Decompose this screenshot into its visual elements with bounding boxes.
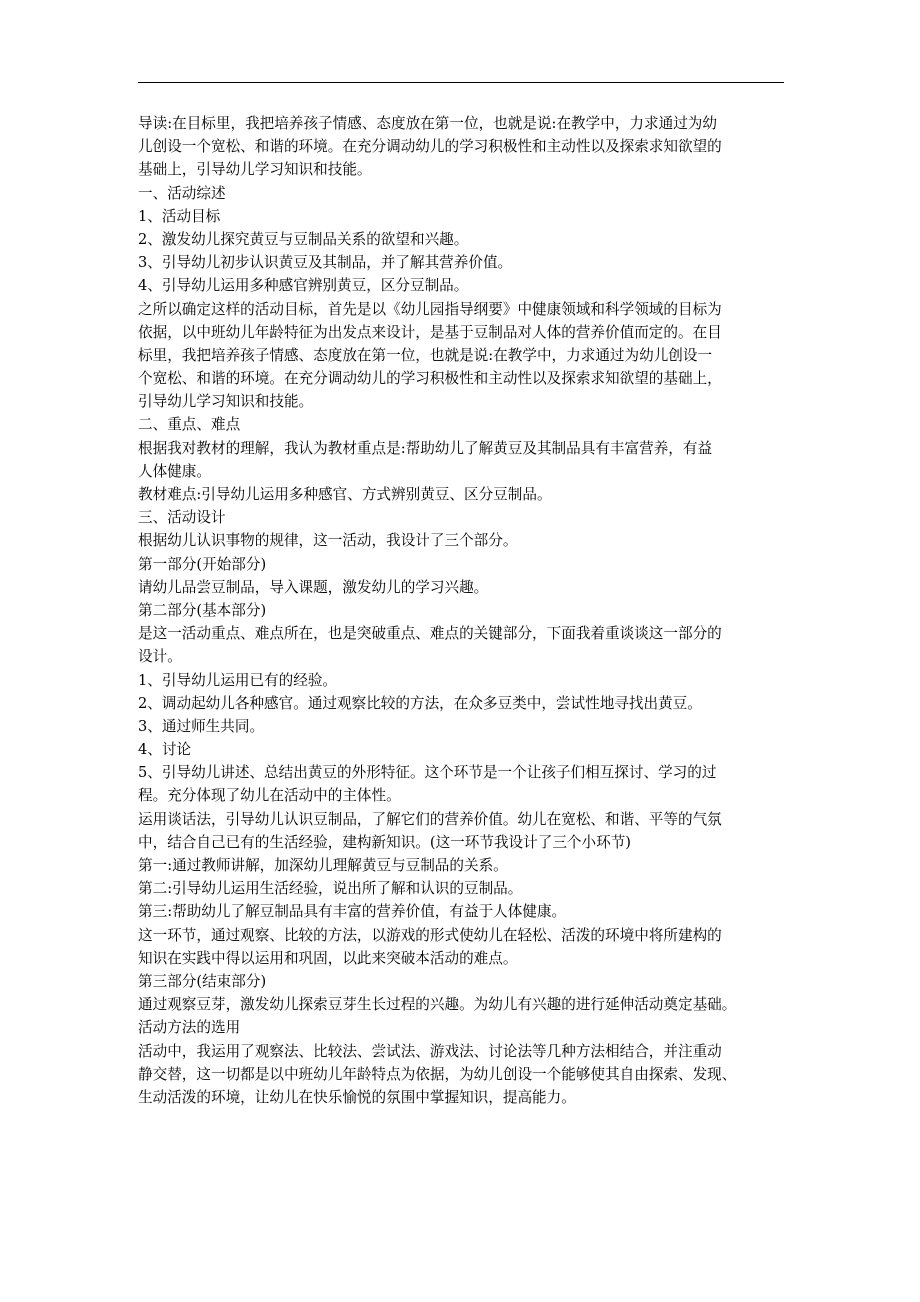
text-line: 第一:通过教师讲解，加深幼儿理解黄豆与豆制品的关系。 — [138, 857, 508, 874]
text-line: 请幼儿品尝豆制品，导入课题，激发幼儿的学习兴趣。 — [138, 578, 489, 596]
text-line: 5、引导幼儿讲述、总结出黄豆的外形特征。这个环节是一个让孩子们相互探讨、学习的过 — [138, 764, 717, 782]
text-line: 第三部分(结束部分) — [138, 972, 267, 990]
text-line: 教材难点:引导幼儿运用多种感官、方式辨别黄豆、区分豆制品。 — [138, 486, 552, 503]
text-line: 2、激发幼儿探究黄豆与豆制品关系的欲望和兴趣。 — [138, 230, 469, 248]
section-heading: 活动方法的选用 — [138, 1019, 241, 1037]
text-line: 依据，以中班幼儿年龄特征为出发点来设计，是基于豆制品对人体的营养价值而定的。在目 — [138, 323, 722, 341]
section-heading: 三、活动设计 — [138, 509, 226, 527]
text-line: 这一环节，通过观察、比较的方法，以游戏的形式使幼儿在轻松、活泼的环境中将所建构的 — [138, 926, 722, 944]
text-line: 儿创设一个宽松、和谐的环境。在充分调动幼儿的学习积极性和主动性以及探索求知欲望的 — [138, 138, 722, 156]
text-line: 活动中，我运用了观察法、比较法、尝试法、游戏法、讨论法等几种方法相结合，并注重动 — [138, 1042, 722, 1060]
text-line: 第二:引导幼儿运用生活经验，说出所了解和认识的豆制品。 — [138, 880, 523, 898]
text-line: 生动活泼的环境，让幼儿在快乐愉悦的氛围中掌握知识，提高能力。 — [138, 1088, 576, 1106]
section-heading: 一、活动综述 — [138, 184, 226, 202]
text-line: 基础上，引导幼儿学习知识和技能。 — [138, 161, 372, 179]
text-line: 设计。 — [138, 648, 182, 666]
text-line: 4、引导幼儿运用多种感官辨别黄豆，区分豆制品。 — [138, 277, 469, 295]
text-line: 1、活动目标 — [138, 207, 221, 225]
text-line: 根据幼儿认识事物的规律，这一活动，我设计了三个部分。 — [138, 532, 518, 550]
text-line: 运用谈话法，引导幼儿认识豆制品，了解它们的营养价值。幼儿在宽松、和谐、平等的气氛 — [138, 810, 722, 828]
text-line: 个宽松、和谐的环境。在充分调动幼儿的学习积极性和主动性以及探索求知欲望的基础上， — [138, 370, 722, 388]
text-line: 3、通过师生共同。 — [138, 717, 265, 735]
text-line: 标里，我把培养孩子情感、态度放在第一位，也就是说:在教学中，力求通过为幼儿创设一 — [138, 346, 713, 364]
text-line: 第二部分(基本部分) — [138, 601, 267, 619]
text-line: 第一部分(开始部分) — [138, 555, 267, 573]
section-heading: 二、重点、难点 — [138, 416, 241, 434]
text-line: 引导幼儿学习知识和技能。 — [138, 393, 314, 411]
text-line: 通过观察豆芽，激发幼儿探索豆芽生长过程的兴趣。为幼儿有兴趣的进行延伸活动奠定基础。 — [138, 996, 737, 1014]
text-line: 知识在实践中得以运用和巩固，以此来突破本活动的难点。 — [138, 949, 518, 967]
text-line: 根据我对教材的理解，我认为教材重点是:帮助幼儿了解黄豆及其制品具有丰富营养，有益 — [138, 439, 713, 457]
document-body — [138, 112, 786, 1109]
text-line: 4、讨论 — [138, 741, 192, 759]
text-line: 3、引导幼儿初步认识黄豆及其制品，并了解其营养价值。 — [138, 254, 513, 272]
text-line: 程。充分体现了幼儿在活动中的主体性。 — [138, 787, 401, 805]
header-rule — [138, 82, 784, 83]
text-line: 之所以确定这样的活动目标，首先是以《幼儿园指导纲要》中健康领域和科学领域的目标为 — [138, 300, 722, 318]
text-line: 是这一活动重点、难点所在，也是突破重点、难点的关键部分，下面我着重谈谈这一部分的 — [138, 625, 722, 643]
text-line: 1、引导幼儿运用已有的经验。 — [138, 671, 338, 689]
text-line: 2、调动起幼儿各种感官。通过观察比较的方法，在众多豆类中，尝试性地寻找出黄豆。 — [138, 694, 702, 712]
text-line: 第三:帮助幼儿了解豆制品具有丰富的营养价值，有益于人体健康。 — [138, 903, 567, 921]
text-line: 人体健康。 — [138, 462, 211, 480]
text-line: 中，结合自己已有的生活经验，建构新知识。(这一环节我设计了三个小环节) — [138, 833, 631, 851]
text-line: 导读:在目标里，我把培养孩子情感、态度放在第一位，也就是说:在教学中，力求通过为幼 — [138, 115, 717, 132]
text-line: 静交替，这一切都是以中班幼儿年龄特点为依据，为幼儿创设一个能够使其自由探索、发现、 — [138, 1065, 737, 1083]
